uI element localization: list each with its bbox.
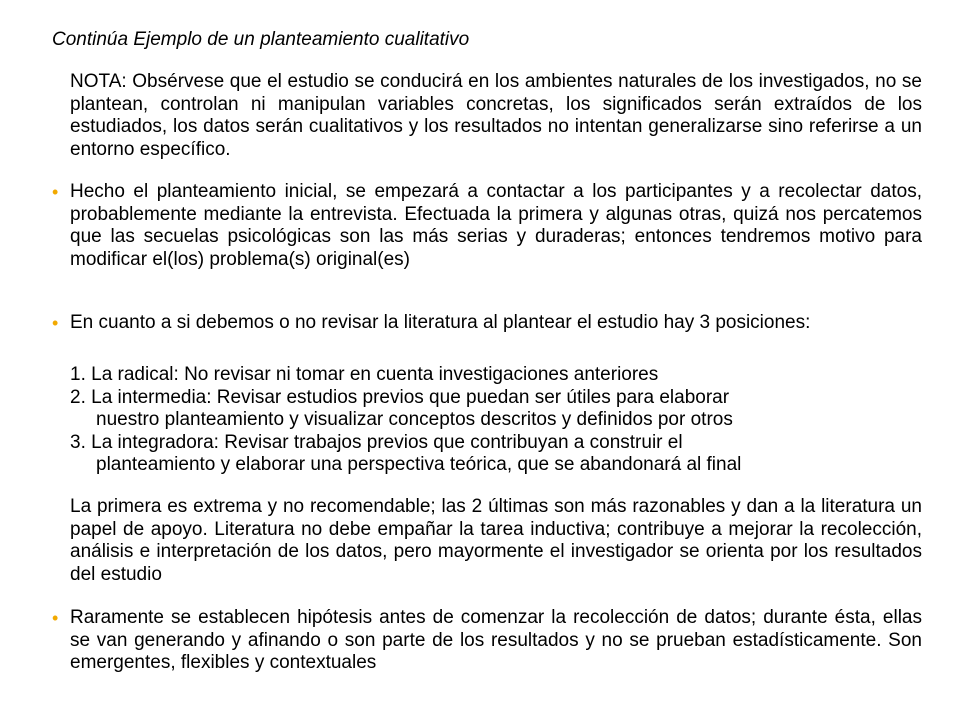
position-item-3-continuation: planteamiento y elaborar una perspectiva teórica, que se abandonará al final	[96, 454, 742, 475]
position-item-2: 2. La intermedia: Revisar estudios previos que puedan ser útiles para elaborar	[70, 386, 730, 408]
positions-list	[70, 364, 930, 477]
conclusion-paragraph: La primera es extrema y no recomendable; las 2 últimas son más razonables y dan a la literatura un papel de apoyo. Literatura no debe empañar la tarea inductiva; contribuye a mejorar la recolección, análisis e interpretación de los datos, pero mayormente el investigador se orienta por los resultados del estudio	[70, 496, 922, 585]
bullet-dot-2: •	[52, 313, 59, 333]
bullet-dot-3: •	[52, 608, 59, 628]
slide-heading: Continúa Ejemplo de un planteamiento cualitativo	[52, 29, 470, 50]
bullet-paragraph-3: Raramente se establecen hipótesis antes de comenzar la recolección de datos; durante ésta, ellas se van generando y afinando o son parte de los resultados y no se prueban estadísticamente. Son emergentes, flexibles y contextuales	[70, 607, 922, 673]
position-item-1: 1. La radical: No revisar ni tomar en cuenta investigaciones anteriores	[70, 364, 659, 385]
bullet-paragraph-1: Hecho el planteamiento inicial, se empezará a contactar a los participantes y a recolectar datos, probablemente mediante la entrevista. Efectuada la primera y algunas otras, quizá nos percatemos que las secuelas psicológicas son las más serias y duraderas; entonces tendremos motivo para modificar el(los) problema(s) original(es)	[70, 181, 922, 270]
note-paragraph: NOTA: Obsérvese que el estudio se conducirá en los ambientes naturales de los investigados, no se plantean, controlan ni manipulan variables concretas, los significados serán extraídos de los estudiados, los datos serán cualitativos y los resultados no intentan generalizarse sino referirse a un entorno específico.	[70, 71, 922, 160]
position-item-3: 3. La integradora: Revisar trabajos previos que contribuyan a construir el	[70, 431, 683, 453]
bullet-dot-1: •	[52, 182, 59, 202]
position-item-2-continuation: nuestro planteamiento y visualizar conceptos descritos y definidos por otros	[96, 409, 733, 430]
bullet-paragraph-2: En cuanto a si debemos o no revisar la literatura al plantear el estudio hay 3 posiciones:	[70, 312, 811, 333]
